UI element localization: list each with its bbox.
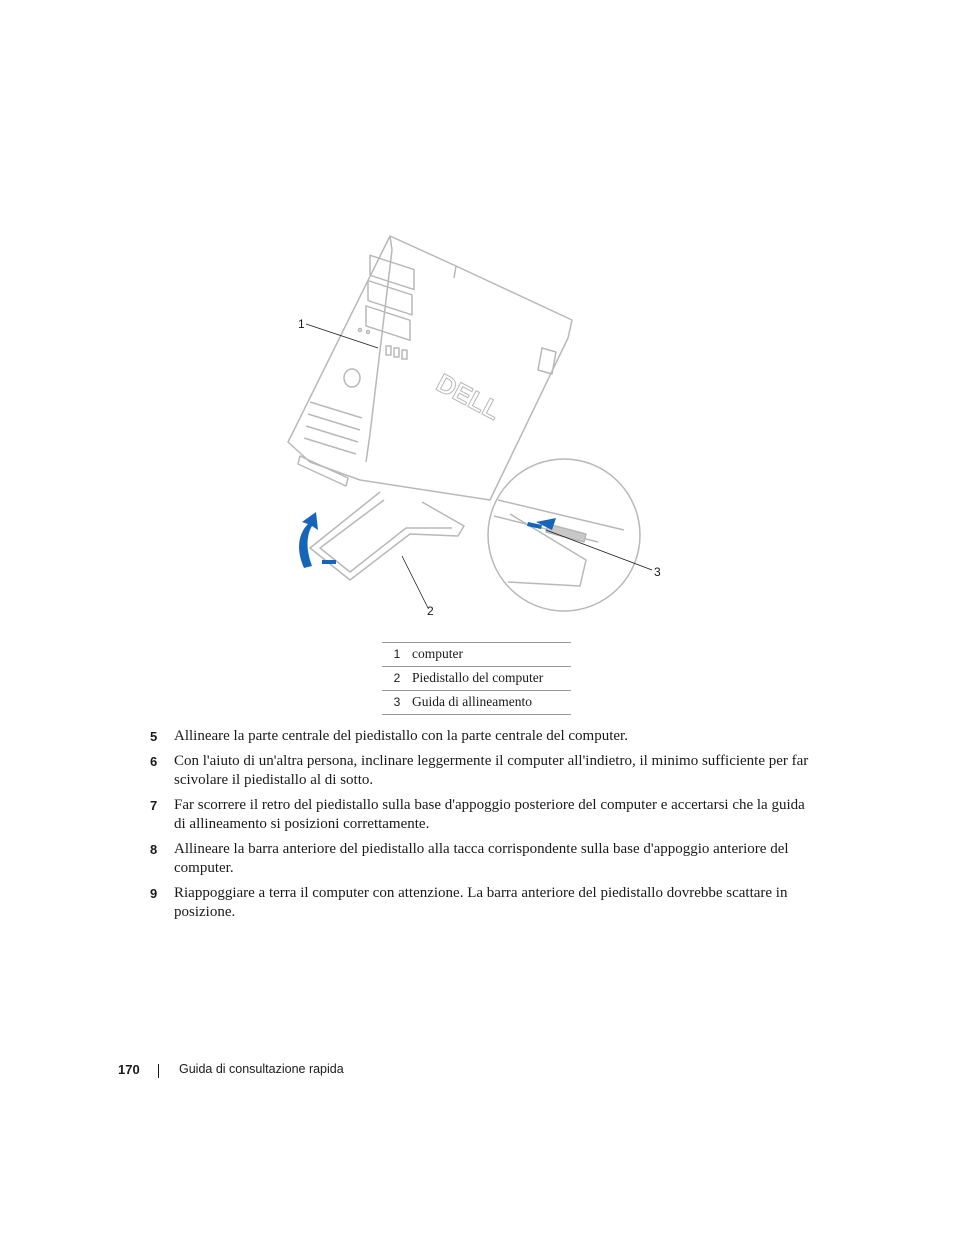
callout-2: 2: [427, 604, 434, 618]
list-item: [150, 884, 810, 923]
computer-tower: [288, 236, 572, 500]
computer-stand-diagram: [280, 230, 680, 630]
legend-number: 2: [382, 667, 412, 691]
step-text: Allineare la parte centrale del piedistallo con la parte centrale del computer.: [174, 728, 628, 744]
step-text: Far scorrere il retro del piedistallo sulla base d'appoggio posteriore del computer e accertarsi che la guida di allineamento si posizioni correttamente.: [174, 796, 805, 832]
rotate-arrow-icon: [299, 512, 318, 568]
illustration: [280, 230, 680, 630]
drive-bay: [370, 255, 414, 289]
legend-table: [382, 642, 571, 715]
list-item: [150, 796, 810, 835]
footer-divider: [158, 1064, 159, 1078]
legend-label: Piedistallo del computer: [412, 667, 571, 691]
table-row: [382, 643, 571, 667]
step-number: 8: [150, 841, 158, 857]
callout-1: 1: [298, 317, 305, 331]
legend-number: 1: [382, 643, 412, 667]
instruction-steps: [150, 727, 810, 928]
step-text: Riappoggiare a terra il computer con attenzione. La barra anteriore del piedistallo dovrebbe scattare in posizione.: [174, 884, 788, 920]
legend-label: computer: [412, 643, 571, 667]
legend-number: 3: [382, 691, 412, 715]
table-row: [382, 691, 571, 715]
step-text: Con l'aiuto di un'altra persona, inclinare leggermente il computer all'indietro, il minimo sufficiente per far scivolare il piedistallo al di sotto.: [174, 752, 809, 788]
step-number: 7: [150, 797, 158, 813]
step-text: Allineare la barra anteriore del piedistallo alla tacca corrispondente sulla base d'appoggio anteriore del computer.: [174, 840, 789, 876]
step-number: 5: [150, 729, 158, 744]
step-number: 9: [150, 885, 158, 901]
list-item: [150, 727, 810, 747]
computer-stand: [310, 492, 464, 580]
callout-3: 3: [654, 565, 661, 579]
footer-title: Guida di consultazione rapida: [179, 1062, 344, 1076]
table-row: [382, 667, 571, 691]
page-number: 170: [118, 1062, 140, 1077]
power-button-icon: [344, 369, 360, 387]
legend-label: Guida di allineamento: [412, 691, 571, 715]
list-item: [150, 752, 810, 791]
dell-logo: DELL: [431, 367, 506, 426]
step-number: 6: [150, 753, 158, 769]
list-item: [150, 840, 810, 879]
